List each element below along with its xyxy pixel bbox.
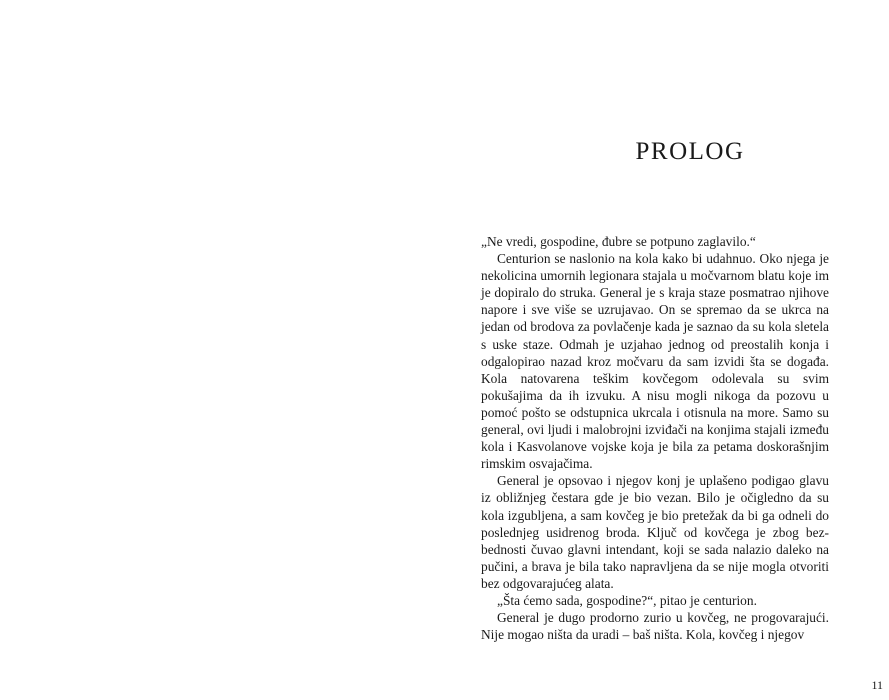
right-page [444,0,889,700]
paragraph-4: „Šta ćemo sada, gospodine?“, pitao je centurion. [497,592,757,608]
chapter-title: PROLOG [635,138,745,165]
paragraph-2: Centurion se naslonio na kola kako bi udahnuo. Oko njega je nekolicina umornih legionara stajala u močvarnom blatu koje im je dopiralo do struka. General je s kraja staze posmatrao njihove napore i sve više se uzrujavao. On se spremao da se ukrca na jedan od brodova za povlačenje kada je saznao da su kola sletela s uske staze. Odmah je uzjahao jednog od preostalih konja i odgalopirao nazad kroz močvaru da sam izvidi šta se događa. Kola natovarena teškim kovčegom odolevala su svim pokušajima da ih izvuku. A nisu mogli nikoga da pozovu u pomoć pošto se odstupnica ukrcala i otisnula na more. Samo su general, ovi ljudi i malobrojni izviđači na konjima stajali između kola i Kasvolanove vojske koja je bila za petama doskorašnjim rimskim osvajačima. [481,251,829,472]
left-page-blank [0,0,444,700]
body-text [481,233,829,643]
paragraph-5: General je dugo prodorno zurio u kovčeg, ne progovarajući. Nije mogao ništa da uradi – baš ništa. Kola, kovčeg i njegov [481,610,829,643]
page-number: 11 [871,678,883,692]
paragraph-3: General je opsovao i njegov konj je uplašeno podigao glavu iz obližnjeg čestara gde je bio vezan. Bilo je očigledno da su kola izgubljena, a sam kovčeg je bio pretežak da bi ga odneli do poslednjeg usidrenog broda. Ključ od kovčega je zbog bezbednosti čuvao glavni intendant, koji se sada nalazio daleko na pučini, a brava je bila tako napravljena da se nije mogla otvoriti bez odgovarajućeg alata. [481,473,829,591]
paragraph-1: „Ne vredi, gospodine, đubre se potpuno zaglavilo.“ [481,234,756,249]
